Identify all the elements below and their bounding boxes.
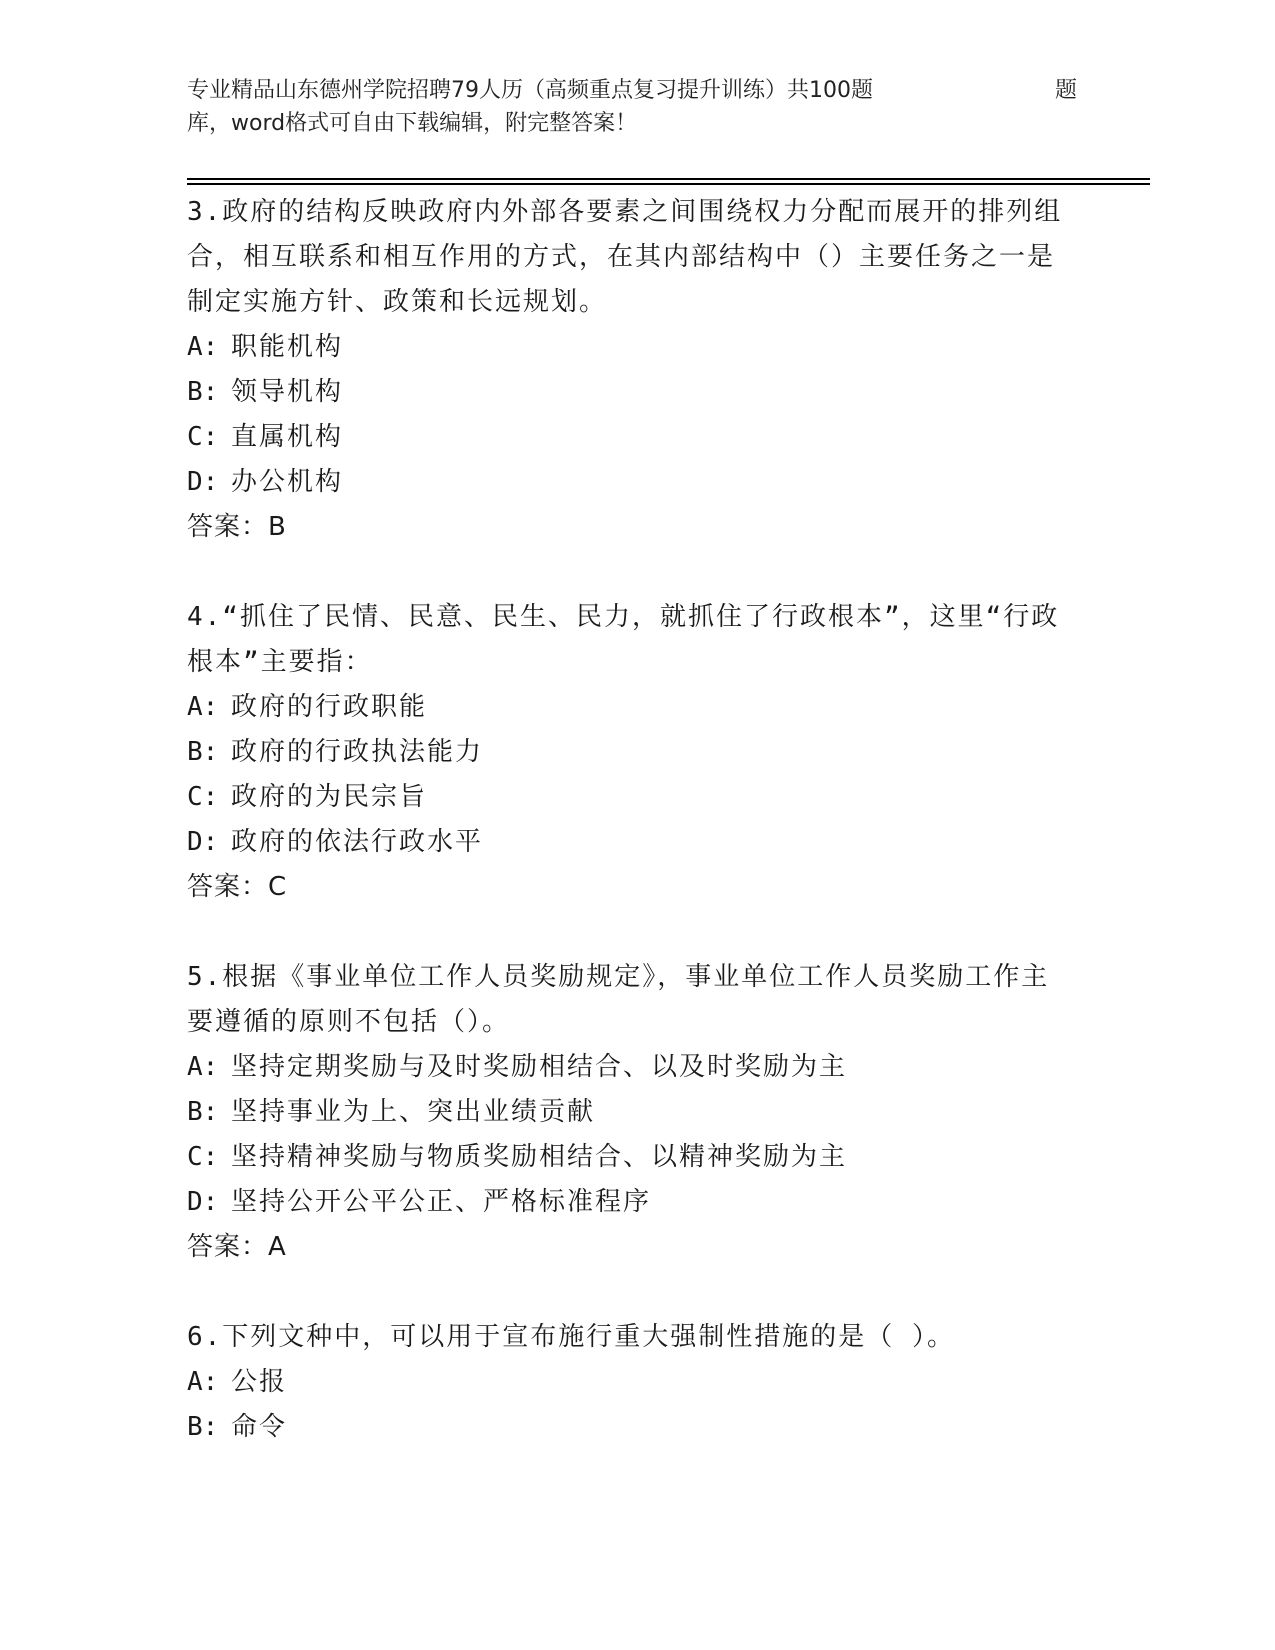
option-letter: B: — [187, 377, 219, 407]
option-a — [187, 325, 1067, 370]
option-b — [187, 1405, 1067, 1450]
option-b — [187, 1090, 1067, 1135]
question-4 — [187, 595, 1067, 910]
header-line-2: 库，word格式可自由下载编辑，附完整答案！ — [187, 111, 638, 136]
option-text: 政府的为民宗旨 — [231, 782, 428, 812]
option-d — [187, 1180, 1067, 1225]
option-letter: D: — [187, 827, 219, 857]
option-text: 坚持公开公平公正、严格标准程序 — [231, 1187, 652, 1217]
question-stem: 4.“抓住了民情、民意、民生、民力，就抓住了行政根本”，这里“行政根本”主要指： — [187, 602, 1060, 677]
option-text: 命令 — [231, 1412, 288, 1442]
question-stem: 6.下列文种中，可以用于宣布施行重大强制性措施的是（ ）。 — [187, 1322, 955, 1352]
option-letter: D: — [187, 1187, 219, 1217]
answer-line: 答案：C — [187, 872, 288, 902]
question-stem: 3.政府的结构反映政府内外部各要素之间围绕权力分配而展开的排列组合，相互联系和相互作用的方式，在其内部结构中（）主要任务之一是制定实施方针、政策和长远规划。 — [187, 197, 1063, 317]
question-6 — [187, 1315, 1067, 1450]
answer-line: 答案：A — [187, 1232, 287, 1262]
option-text: 政府的依法行政水平 — [231, 827, 484, 857]
option-letter: A: — [187, 1367, 219, 1397]
question-list — [187, 190, 1067, 1495]
option-b — [187, 730, 1067, 775]
option-a — [187, 685, 1067, 730]
option-text: 职能机构 — [231, 332, 344, 362]
option-text: 领导机构 — [231, 377, 344, 407]
option-text: 政府的行政职能 — [231, 692, 428, 722]
option-d — [187, 820, 1067, 865]
option-letter: C: — [187, 422, 219, 452]
header-rule-top — [187, 178, 1150, 180]
option-letter: C: — [187, 782, 219, 812]
option-text: 政府的行政执法能力 — [231, 737, 484, 767]
option-text: 坚持精神奖励与物质奖励相结合、以精神奖励为主 — [231, 1142, 848, 1172]
option-text: 坚持事业为上、突出业绩贡献 — [231, 1097, 596, 1127]
option-letter: B: — [187, 737, 219, 767]
option-letter: A: — [187, 332, 219, 362]
option-d — [187, 460, 1067, 505]
option-c — [187, 775, 1067, 820]
option-text: 坚持定期奖励与及时奖励相结合、以及时奖励为主 — [231, 1052, 848, 1082]
header-rule-bottom — [187, 183, 1150, 185]
header-line-1 — [187, 74, 1087, 107]
answer-line: 答案：B — [187, 512, 287, 542]
option-a — [187, 1045, 1067, 1090]
header-title-suffix: 题 — [1054, 78, 1077, 103]
option-letter: B: — [187, 1097, 219, 1127]
document-header — [187, 74, 1087, 140]
option-letter: A: — [187, 692, 219, 722]
option-text: 公报 — [231, 1367, 288, 1397]
option-b — [187, 370, 1067, 415]
option-c — [187, 415, 1067, 460]
option-text: 直属机构 — [231, 422, 344, 452]
option-letter: B: — [187, 1412, 219, 1442]
option-text: 办公机构 — [231, 467, 344, 497]
option-a — [187, 1360, 1067, 1405]
option-c — [187, 1135, 1067, 1180]
question-3 — [187, 190, 1067, 550]
question-5 — [187, 955, 1067, 1270]
option-letter: A: — [187, 1052, 219, 1082]
option-letter: D: — [187, 467, 219, 497]
header-title: 专业精品山东德州学院招聘79人历（高频重点复习提升训练）共100题 — [187, 78, 873, 103]
question-stem: 5.根据《事业单位工作人员奖励规定》，事业单位工作人员奖励工作主要遵循的原则不包括（）。 — [187, 962, 1050, 1037]
option-letter: C: — [187, 1142, 219, 1172]
